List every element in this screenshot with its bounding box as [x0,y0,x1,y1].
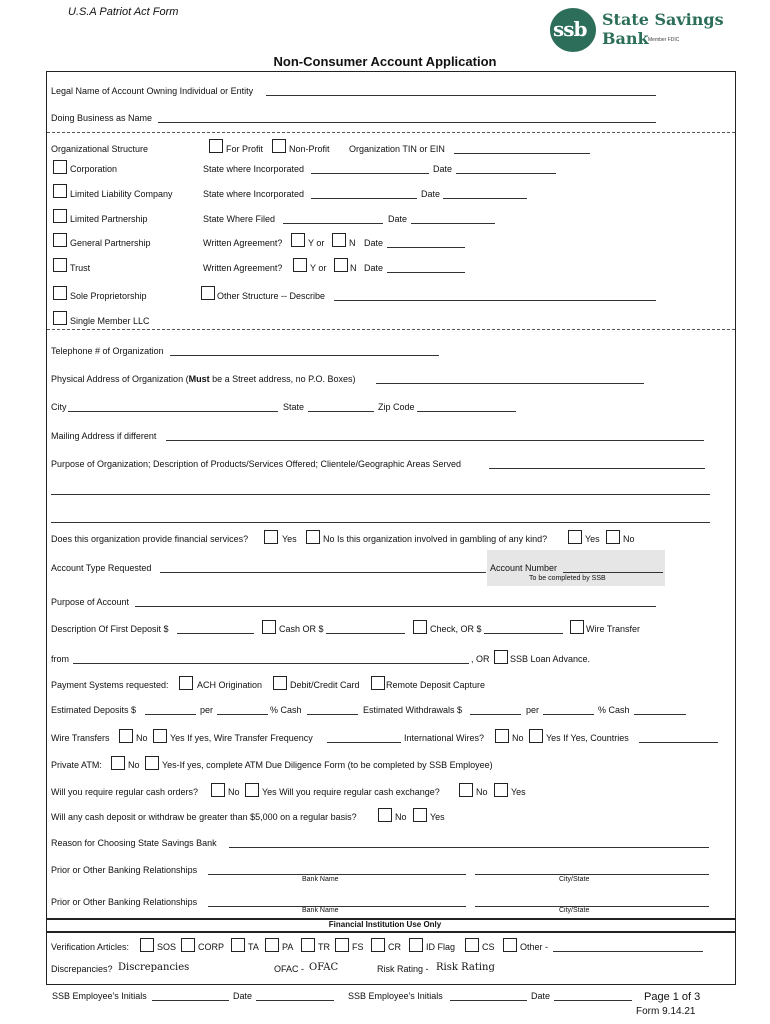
cash-orders-yes-label: Yes Will you require regular cash exchange? [262,787,440,797]
cash-orders-no-label: No [228,787,240,797]
cash-amount-input[interactable] [326,633,405,634]
cash-exchange-yes-checkbox[interactable] [494,783,508,797]
intl-yes-checkbox[interactable] [529,729,543,743]
date-3-input[interactable] [411,223,495,224]
zip-label: Zip Code [378,402,415,412]
city-label: City [51,402,67,412]
over-5000-label: Will any cash deposit or withdraw be greater than $5,000 on a regular basis? [51,812,357,822]
verify-sos-label: SOS [157,942,177,952]
n-1-label: N [349,238,356,248]
legal-name-label: Legal Name of Account Owning Individual or Entity [51,86,254,96]
acct-number-input[interactable] [563,572,663,573]
over-5000-yes-label: Yes [430,812,445,822]
cash-exchange-yes-label: Yes [511,787,526,797]
reason-input[interactable] [229,847,709,848]
per-1-label: per [200,705,214,715]
y-or-1-label: Y or [308,238,325,248]
over-5000-no-label: No [395,812,407,822]
written-agreement-2-label: Written Agreement? [203,263,283,273]
city-state-1-caption: City/State [559,876,590,883]
wire-yes-checkbox[interactable] [153,729,167,743]
verify-id-flag-checkbox[interactable] [409,938,423,952]
prior-1-city-input[interactable] [475,874,709,875]
verify-cr-checkbox[interactable] [371,938,385,952]
wire-no-label: No [136,733,148,743]
to-be-completed-note: To be completed by SSB [529,575,606,582]
wire-yes-label: Yes If yes, Wire Transfer Frequency [170,733,313,743]
est-withdrawals-label: Estimated Withdrawals $ [363,705,463,715]
pct-cash-1-label: % Cash [270,705,302,715]
org-tin-input[interactable] [454,153,590,154]
state-label: State [283,402,305,412]
check-amount-input[interactable] [484,633,563,634]
state-filed-label: State Where Filed [203,214,276,224]
from-label: from [51,654,69,664]
ssb-loan-checkbox[interactable] [494,650,508,664]
verify-fs-checkbox[interactable] [335,938,349,952]
wire-transfer-label: Wire Transfer [586,624,641,634]
fin-services-no-checkbox[interactable] [306,530,320,544]
acct-type-label: Account Type Requested [51,563,152,573]
date-5-input[interactable] [387,272,465,273]
verify-cs-checkbox[interactable] [465,938,479,952]
bank-name-1-caption: Bank Name [302,876,339,883]
prior-1-bank-input[interactable] [208,874,466,875]
form-number: Form 9.14.21 [636,1006,696,1017]
dba-label: Doing Business as Name [51,113,153,123]
non-profit-checkbox[interactable] [272,139,286,153]
atm-no-checkbox[interactable] [111,756,125,770]
date-2-label: Date [421,189,441,199]
sole-prop-checkbox[interactable] [53,286,67,300]
initials-2-label: SSB Employee's Initials [348,991,443,1001]
bank-name-line1: State Savings [602,10,724,29]
per-2-label: per [526,705,540,715]
gambling-label: No Is this organization involved in gambling of any kind? [323,534,548,544]
footer-date-2-label: Date [531,991,551,1001]
state-inc-1-input[interactable] [311,173,429,174]
state-inc-2-input[interactable] [311,198,417,199]
debit-credit-label: Debit/Credit Card [290,680,360,690]
non-profit-label: Non-Profit [289,144,330,154]
atm-yes-label: Yes-If yes, complete ATM Due Diligence Form (to be completed by SSB Employee) [162,760,493,770]
purpose-acct-input[interactable] [135,606,656,607]
y-or-2-label: Y or [310,263,327,273]
per-1-input[interactable] [217,714,268,715]
corporation-checkbox[interactable] [53,160,67,174]
for-profit-checkbox[interactable] [209,139,223,153]
lp-checkbox[interactable] [53,209,67,223]
written-agreement-1-label: Written Agreement? [203,238,283,248]
wa-1-no-checkbox[interactable] [332,233,346,247]
fin-services-yes-label: Yes [282,534,297,544]
cash-orders-label: Will you require regular cash orders? [51,787,199,797]
per-2-input[interactable] [543,714,594,715]
remote-deposit-label: Remote Deposit Capture [386,680,486,690]
first-deposit-label: Description Of First Deposit $ [51,624,169,634]
single-llc-label: Single Member LLC [70,316,150,326]
ofac-label: OFAC - [274,964,305,974]
est-deposits-input[interactable] [145,714,196,715]
payment-systems-label: Payment Systems requested: [51,680,169,690]
llc-checkbox[interactable] [53,184,67,198]
institution-heading: Financial Institution Use Only [328,920,442,929]
org-structure-label: Organizational Structure [51,144,149,154]
telephone-label: Telephone # of Organization [51,346,164,356]
city-state-2-caption: City/State [559,907,590,914]
check-or-label: Check, OR $ [430,624,482,634]
verify-corp-checkbox[interactable] [181,938,195,952]
physical-address-label: Physical Address of Organization (Must be a Street address, no P.O. Boxes) [51,374,356,384]
pct-cash-2-label: % Cash [598,705,630,715]
state-inc-1-label: State where Incorporated [203,164,305,174]
verify-id-flag-label: ID Flag [426,942,456,952]
dba-input[interactable] [158,122,656,123]
acct-type-input[interactable] [160,572,486,573]
first-deposit-input[interactable] [177,633,254,634]
prior-2-label: Prior or Other Banking Relationships [51,897,198,907]
city-input[interactable] [68,411,278,412]
cash-orders-yes-checkbox[interactable] [245,783,259,797]
prior-1-label: Prior or Other Banking Relationships [51,865,198,875]
gambling-no-checkbox[interactable] [606,530,620,544]
corporation-label: Corporation [70,164,118,174]
purpose-acct-label: Purpose of Account [51,597,130,607]
verify-ta-label: TA [248,942,259,952]
llc-label: Limited Liability Company [70,189,173,199]
initials-1-input[interactable] [152,1000,229,1001]
bank-name-line2: Bank [602,29,649,48]
reason-label: Reason for Choosing State Savings Bank [51,838,217,848]
verify-other-input[interactable] [553,951,703,952]
discrepancies-value[interactable]: Discrepancies [118,962,190,973]
bank-name-2-caption: Bank Name [302,907,339,914]
logo-mark: ssb [553,17,587,41]
verify-other-checkbox[interactable] [503,938,517,952]
verify-fs-label: FS [352,942,364,952]
over-5000-yes-checkbox[interactable] [413,808,427,822]
org-tin-label: Organization TIN or EIN [349,144,445,154]
state-input[interactable] [308,411,374,412]
wire-frequency-input[interactable] [327,742,401,743]
trust-checkbox[interactable] [53,258,67,272]
for-profit-label: For Profit [226,144,264,154]
gambling-no-label: No [623,534,635,544]
date-1-label: Date [433,164,453,174]
check-checkbox[interactable] [413,620,427,634]
intl-yes-label: Yes If Yes, Countries [546,733,629,743]
date-4-label: Date [364,238,384,248]
remote-deposit-checkbox[interactable] [371,676,385,690]
fin-services-yes-checkbox[interactable] [264,530,278,544]
debit-credit-checkbox[interactable] [273,676,287,690]
verification-label: Verification Articles: [51,942,130,952]
cash-or-label: Cash OR $ [279,624,324,634]
single-llc-checkbox[interactable] [53,311,67,325]
initials-1-label: SSB Employee's Initials [52,991,147,1001]
date-5-label: Date [364,263,384,273]
ach-label: ACH Origination [197,680,263,690]
wa-2-yes-checkbox[interactable] [293,258,307,272]
gp-label: General Partnership [70,238,151,248]
cash-checkbox[interactable] [262,620,276,634]
lp-label: Limited Partnership [70,214,148,224]
footer-date-1-input[interactable] [256,1000,334,1001]
other-structure-checkbox[interactable] [201,286,215,300]
member-fdic: Member FDIC [648,37,680,43]
page-title: Non-Consumer Account Application [273,54,497,69]
zip-input[interactable] [417,411,516,412]
wa-2-no-checkbox[interactable] [334,258,348,272]
trust-label: Trust [70,263,91,273]
physical-address-input[interactable] [376,383,644,384]
risk-rating-label: Risk Rating - [377,964,429,974]
pct-cash-2-input[interactable] [634,714,686,715]
verify-sos-checkbox[interactable] [140,938,154,952]
or-label: , OR [471,654,490,664]
verify-ta-checkbox[interactable] [231,938,245,952]
n-2-label: N [350,263,357,273]
verify-pa-checkbox[interactable] [265,938,279,952]
date-3-label: Date [388,214,408,224]
sole-prop-label: Sole Proprietorship [70,291,147,301]
bank-logo [550,8,755,52]
pct-cash-1-input[interactable] [307,714,358,715]
fin-services-label: Does this organization provide financial services? [51,534,249,544]
from-input[interactable] [73,663,469,664]
state-inc-2-label: State where Incorporated [203,189,305,199]
purpose-org-line-3[interactable] [51,522,710,523]
verify-other-label: Other - [520,942,549,952]
verify-corp-label: CORP [198,942,225,952]
verify-tr-label: TR [318,942,330,952]
mailing-label: Mailing Address if different [51,431,157,441]
gambling-yes-label: Yes [585,534,600,544]
initials-2-input[interactable] [450,1000,527,1001]
intl-wires-label: International Wires? [404,733,485,743]
purpose-org-line-2[interactable] [51,494,710,495]
form-name: U.S.A Patriot Act Form [68,6,179,18]
verify-cs-label: CS [482,942,495,952]
wire-transfer-checkbox[interactable] [570,620,584,634]
cash-exchange-no-label: No [476,787,488,797]
verify-pa-label: PA [282,942,294,952]
wire-transfers-label: Wire Transfers [51,733,110,743]
other-structure-input[interactable] [334,300,656,301]
atm-yes-checkbox[interactable] [145,756,159,770]
intl-no-label: No [512,733,524,743]
countries-input[interactable] [639,742,718,743]
risk-rating-value[interactable]: Risk Rating [436,962,495,973]
cash-orders-no-checkbox[interactable] [211,783,225,797]
footer-date-1-label: Date [233,991,253,1001]
ach-checkbox[interactable] [179,676,193,690]
est-withdrawals-input[interactable] [470,714,521,715]
gp-checkbox[interactable] [53,233,67,247]
other-structure-label: Other Structure -- Describe [217,291,326,301]
est-deposits-label: Estimated Deposits $ [51,705,137,715]
footer-date-2-input[interactable] [554,1000,632,1001]
purpose-org-input[interactable] [489,468,705,469]
over-5000-no-checkbox[interactable] [378,808,392,822]
mailing-input[interactable] [166,440,704,441]
acct-number-label: Account Number [490,563,558,573]
page-number: Page 1 of 3 [644,991,701,1003]
date-2-input[interactable] [443,198,527,199]
date-4-input[interactable] [387,247,465,248]
cash-exchange-no-checkbox[interactable] [459,783,473,797]
ofac-value[interactable]: OFAC [309,962,339,973]
intl-no-checkbox[interactable] [495,729,509,743]
legal-name-input[interactable] [266,95,656,96]
telephone-input[interactable] [170,355,439,356]
state-filed-input[interactable] [283,223,383,224]
discrepancies-label: Discrepancies? [51,964,113,974]
verify-cr-label: CR [388,942,401,952]
atm-no-label: No [128,760,140,770]
verify-tr-checkbox[interactable] [301,938,315,952]
wire-no-checkbox[interactable] [119,729,133,743]
purpose-org-label: Purpose of Organization; Description of Products/Services Offered; Clientele/Geographic Areas Served [51,459,462,469]
date-1-input[interactable] [456,173,556,174]
prior-2-city-input[interactable] [475,906,709,907]
private-atm-label: Private ATM: [51,760,102,770]
ssb-loan-label: SSB Loan Advance. [510,654,591,664]
gambling-yes-checkbox[interactable] [568,530,582,544]
wa-1-yes-checkbox[interactable] [291,233,305,247]
